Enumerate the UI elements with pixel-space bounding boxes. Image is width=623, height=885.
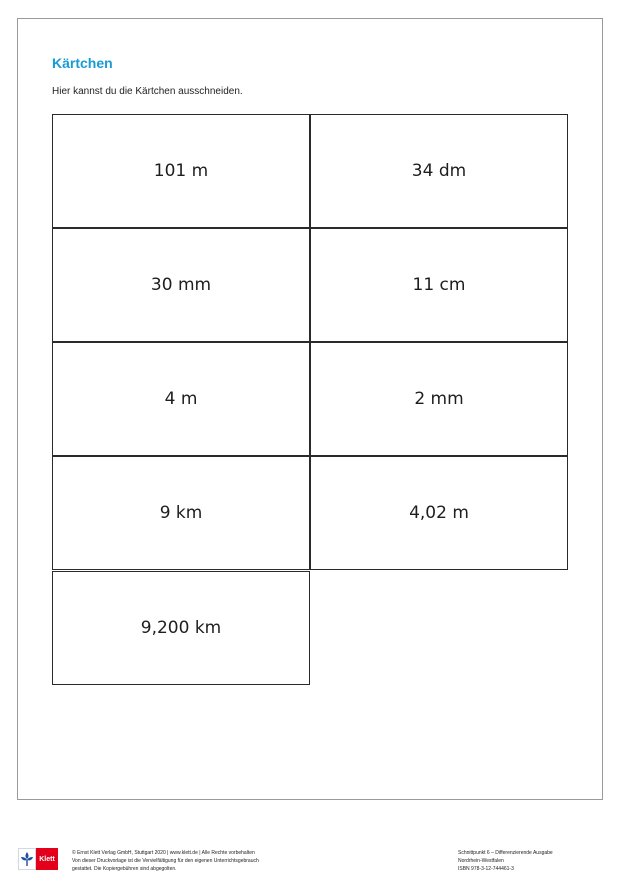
footer-right-line: ISBN 978-3-12-744461-3 [458,866,514,872]
card-4: 11 cm [310,228,568,342]
footer-left-line: gestattet. Die Kopiergebühren sind abgegolten. [72,866,177,872]
card-3: 30 mm [52,228,310,342]
instruction-text: Hier kannst du die Kärtchen ausschneiden. [52,86,243,97]
footer-left-line: © Ernst Klett Verlag GmbH, Stuttgart 2020 | www.klett.de | Alle Rechte vorbehalten [72,850,255,856]
card-1: 101 m [52,114,310,228]
card-2: 34 dm [310,114,568,228]
klett-flower-icon [18,848,36,870]
logo-text: Klett [36,848,58,870]
footer-book-info [458,849,553,873]
footer-left-line: Von dieser Druckvorlage ist die Vervielfältigung für den eigenen Unterrichtsgebrauch [72,858,259,864]
page-title: Kärtchen [52,55,113,71]
footer-right-line: Schnittpunkt 6 – Differenzierende Ausgabe [458,850,553,856]
card-9: 9,200 km [52,571,310,685]
footer-right-line: Nordrhein-Westfalen [458,858,504,864]
footer-copyright [72,849,259,873]
card-8: 4,02 m [310,456,568,570]
publisher-logo [18,848,58,870]
card-6: 2 mm [310,342,568,456]
card-7: 9 km [52,456,310,570]
card-5: 4 m [52,342,310,456]
